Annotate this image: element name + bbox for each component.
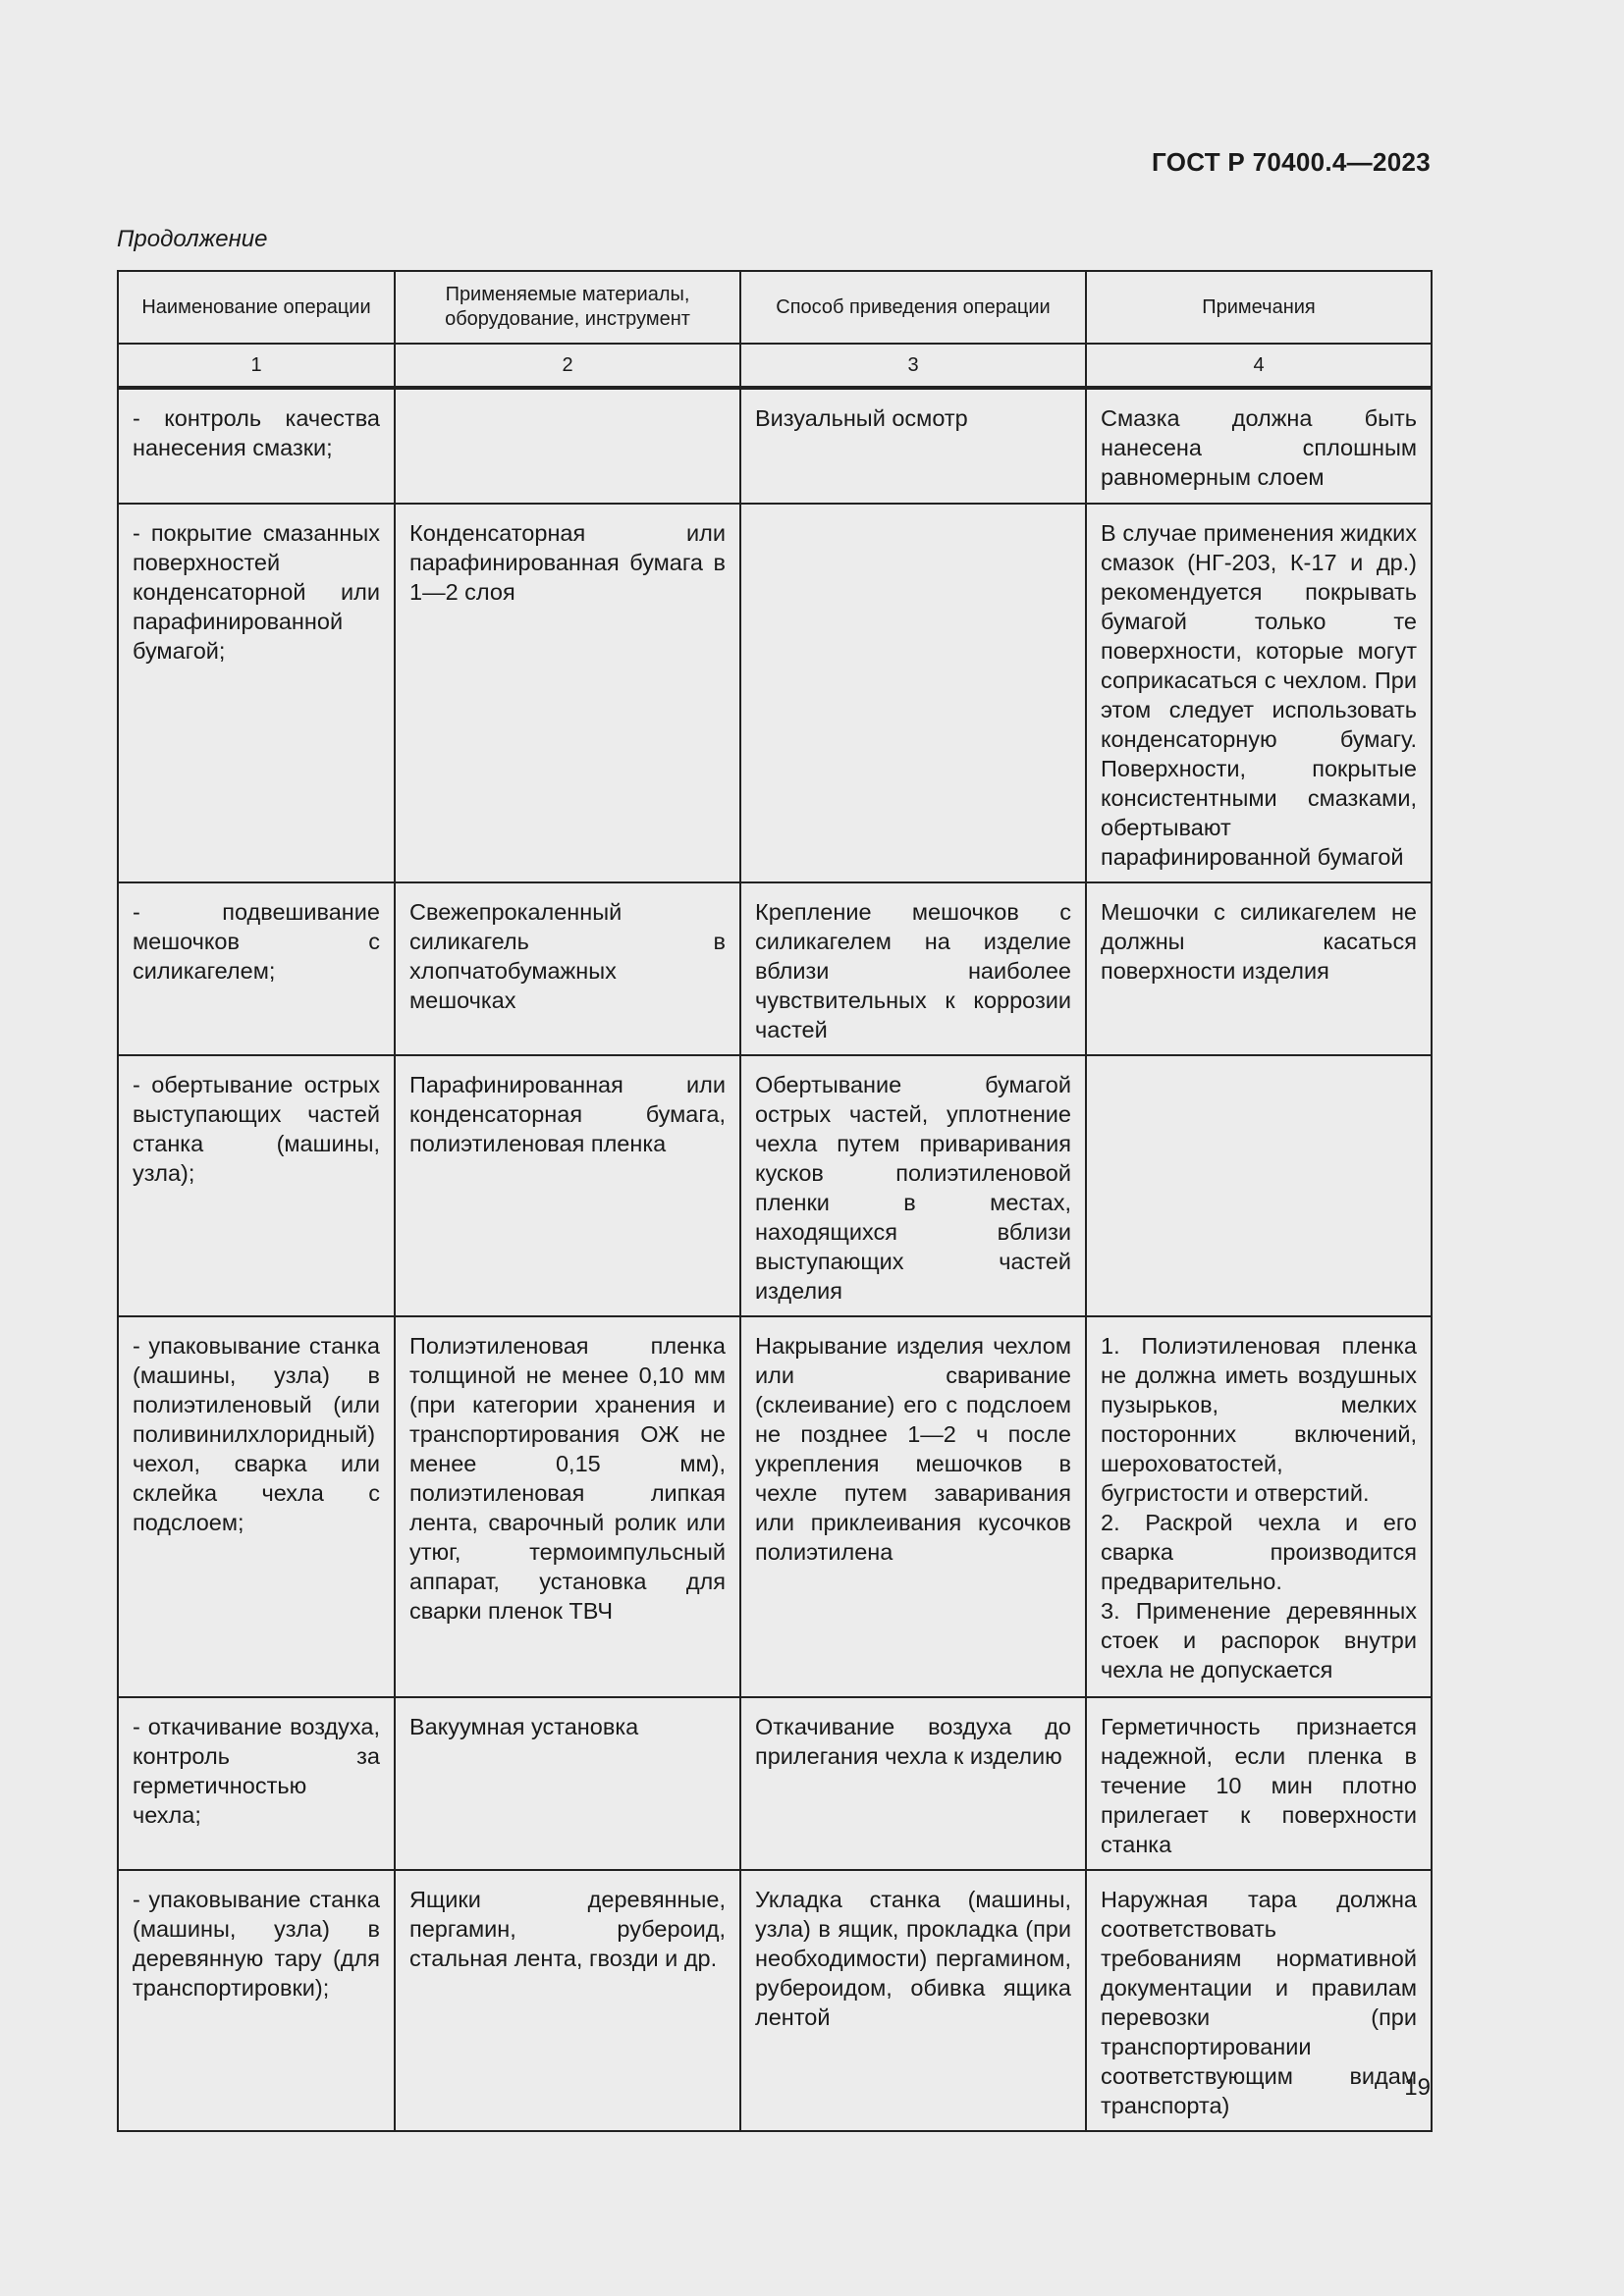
note-item: 2. Раскрой чехла и его сварка производится предварительно. <box>1101 1510 1417 1594</box>
note-item: 1. Полиэтиленовая пленка не должна иметь воздушных пузырьков, мелких посторонних включений, шероховатостей, бугристости и отверстий. <box>1101 1333 1417 1506</box>
method-cell: Накрывание изделия чехлом или сваривание (склеивание) его с подслоем не позднее 1—2 ч после укрепления мешочков в чехле путем заваривания или приклеивания кусочков полиэтилена <box>740 1316 1086 1697</box>
column-number: 2 <box>395 344 740 388</box>
table-row <box>118 1055 1432 1316</box>
column-number: 3 <box>740 344 1086 388</box>
column-number-row <box>118 344 1432 388</box>
document-code: ГОСТ Р 70400.4—2023 <box>1152 147 1431 177</box>
continuation-label: Продолжение <box>117 226 268 252</box>
method-cell: Обертывание бумагой острых частей, уплотнение чехла путем приваривания кусков полиэтиленовой пленки в местах, находящихся вблизи выступающих частей изделия <box>740 1055 1086 1316</box>
column-header-notes: Примечания <box>1086 271 1432 344</box>
column-header-operation: Наименование операции <box>118 271 395 344</box>
operation-cell: - контроль качества нанесения смазки; <box>118 388 395 504</box>
table-row <box>118 882 1432 1055</box>
table-header-row <box>118 271 1432 344</box>
operations-table <box>117 270 1433 2132</box>
method-cell: Крепление мешочков с силикагелем на изделие вблизи наиболее чувствительных к коррозии частей <box>740 882 1086 1055</box>
column-number: 1 <box>118 344 395 388</box>
operation-cell: - упаковывание станка (машины, узла) в полиэтиленовый (или поливинилхлоридный) чехол, сварка или склейка чехла с подслоем; <box>118 1316 395 1697</box>
operation-cell: - упаковывание станка (машины, узла) в деревянную тару (для транспортировки); <box>118 1870 395 2131</box>
materials-cell: Конденсаторная или парафинированная бумага в 1—2 слоя <box>395 504 740 882</box>
method-cell: Визуальный осмотр <box>740 388 1086 504</box>
notes-cell <box>1086 1316 1432 1697</box>
operation-cell: - покрытие смазанных поверхностей конденсаторной или парафинированной бумагой; <box>118 504 395 882</box>
note-item: 3. Применение деревянных стоек и распорок внутри чехла не допускается <box>1101 1598 1417 1682</box>
method-cell: Укладка станка (машины, узла) в ящик, прокладка (при необходимости) пергамином, рубероидом, обивка ящика лентой <box>740 1870 1086 2131</box>
column-header-materials: Применяемые материалы, оборудование, инструмент <box>395 271 740 344</box>
operation-cell: - обертывание острых выступающих частей станка (машины, узла); <box>118 1055 395 1316</box>
notes-cell: Герметичность признается надежной, если пленка в течение 10 мин плотно прилегает к поверхности станка <box>1086 1697 1432 1870</box>
materials-cell: Свежепрокаленный силикагель в хлопчатобумажных мешочках <box>395 882 740 1055</box>
materials-cell: Ящики деревянные, пергамин, рубероид, стальная лента, гвозди и др. <box>395 1870 740 2131</box>
materials-cell: Вакуумная установка <box>395 1697 740 1870</box>
table-row <box>118 1697 1432 1870</box>
operation-cell: - откачивание воздуха, контроль за герметичностью чехла; <box>118 1697 395 1870</box>
materials-cell <box>395 388 740 504</box>
notes-cell <box>1086 1055 1432 1316</box>
notes-cell: Мешочки с силикагелем не должны касаться поверхности изделия <box>1086 882 1432 1055</box>
materials-cell: Парафинированная или конденсаторная бумага, полиэтиленовая пленка <box>395 1055 740 1316</box>
table-row <box>118 504 1432 882</box>
method-cell <box>740 504 1086 882</box>
table-row <box>118 388 1432 504</box>
materials-cell: Полиэтиленовая пленка толщиной не менее 0,10 мм (при категории хранения и транспортирования ОЖ не менее 0,15 мм), полиэтиленовая липкая лента, сварочный ролик или утюг, термоимпульсный аппарат, установка для сварки пленок ТВЧ <box>395 1316 740 1697</box>
column-number: 4 <box>1086 344 1432 388</box>
page-number: 19 <box>1404 2074 1431 2101</box>
notes-cell: В случае применения жидких смазок (НГ-203, К-17 и др.) рекомендуется покрывать бумагой только те поверхности, которые могут соприкасаться с чехлом. При этом следует использовать конденсаторную бумагу. Поверхности, покрытые консистентными смазками, обертывают парафинированной бумагой <box>1086 504 1432 882</box>
notes-cell: Смазка должна быть нанесена сплошным равномерным слоем <box>1086 388 1432 504</box>
method-cell: Откачивание воздуха до прилегания чехла к изделию <box>740 1697 1086 1870</box>
operation-cell: - подвешивание мешочков с силикагелем; <box>118 882 395 1055</box>
notes-cell: Наружная тара должна соответствовать требованиям нормативной документации и правилам перевозки (при транспортировании соответствующим видам транспорта) <box>1086 1870 1432 2131</box>
column-header-method: Способ приведения операции <box>740 271 1086 344</box>
table-row <box>118 1316 1432 1697</box>
